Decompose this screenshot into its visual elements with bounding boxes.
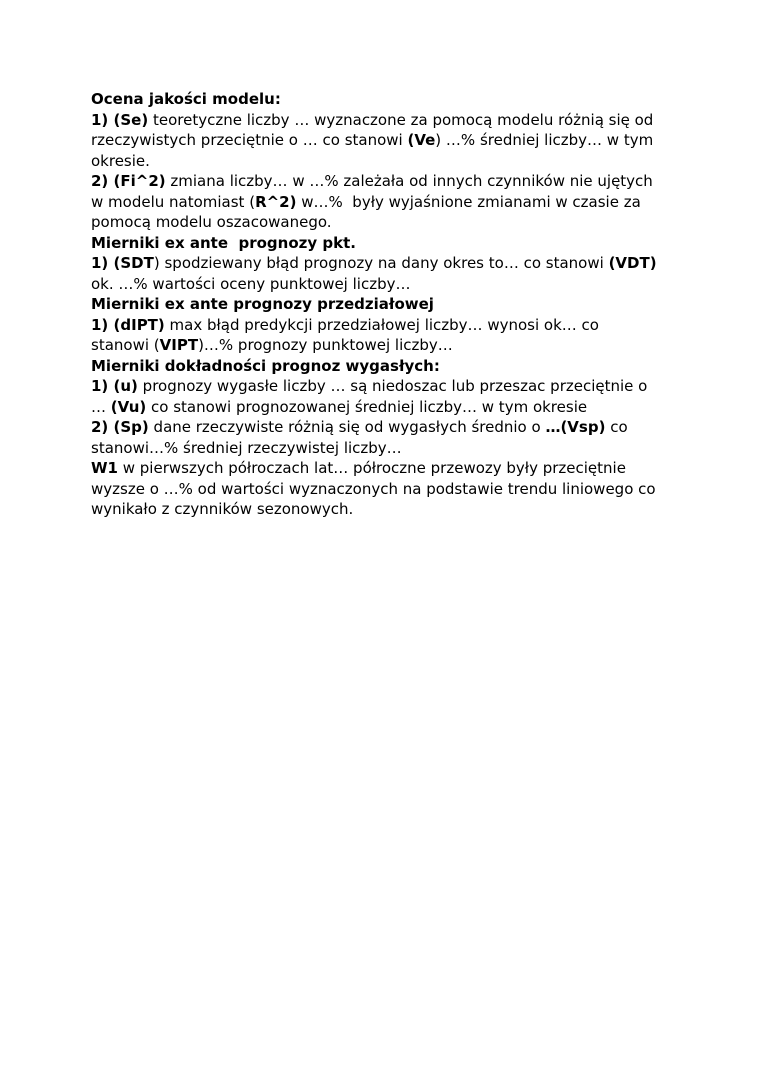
bold-text-segment: …(Vsp): [545, 418, 606, 436]
text-line: [91, 397, 681, 418]
text-line: [91, 294, 681, 315]
text-line: [91, 171, 681, 192]
text-segment: stanowi (: [91, 336, 160, 354]
text-line: [91, 356, 681, 377]
text-segment: )…% prognozy punktowej liczby…: [198, 336, 453, 354]
bold-text-segment: 2) (Fi^2): [91, 172, 166, 190]
text-line: [91, 438, 681, 459]
text-segment: dane rzeczywiste różnią się od wygasłych średnio o: [148, 418, 546, 436]
bold-text-segment: VIPT: [159, 336, 199, 354]
bold-text-segment: 1) (u): [91, 377, 138, 395]
text-line: [91, 212, 681, 233]
text-line: [91, 130, 681, 151]
text-segment: co stanowi prognozowanej średniej liczby… w tym okresie: [146, 397, 588, 416]
bold-text-segment: 2) (Sp): [91, 418, 149, 436]
text-segment: rzeczywistych przeciętnie o … co stanowi: [91, 131, 408, 149]
text-line: [91, 315, 681, 336]
text-line: [91, 253, 681, 274]
text-line: [91, 376, 681, 397]
bold-text-segment: R^2): [255, 192, 297, 211]
text-segment: okresie.: [91, 151, 150, 170]
text-line: [91, 233, 681, 254]
bold-text-segment: (VDT): [608, 254, 657, 272]
bold-text-segment: Ocena jakości modelu:: [91, 90, 281, 108]
document-body: [91, 89, 681, 520]
text-segment: …: [91, 397, 111, 416]
bold-text-segment: (Ve: [407, 131, 436, 149]
text-segment: pomocą modelu oszacowanego.: [91, 213, 332, 231]
text-line: [91, 89, 681, 110]
text-line: [91, 110, 681, 131]
text-line: [91, 458, 681, 479]
text-segment: wynikało z czynników sezonowych.: [91, 500, 354, 518]
text-segment: stanowi…% średniej rzeczywistej liczby…: [91, 438, 402, 457]
text-line: [91, 274, 681, 295]
bold-text-segment: Mierniki dokładności prognoz wygasłych:: [91, 356, 440, 375]
text-segment: wyzsze o …% od wartości wyznaczonych na podstawie trendu liniowego co: [91, 479, 656, 498]
text-line: [91, 335, 681, 356]
bold-text-segment: 1) (dIPT): [91, 315, 165, 334]
text-line: [91, 192, 681, 213]
text-segment: zmiana liczby… w …% zależała od innych czynników nie ujętych: [165, 172, 653, 190]
bold-text-segment: (Vu): [110, 397, 147, 416]
text-segment: teoretyczne liczby … wyznaczone za pomocą modelu różnią się od: [148, 110, 654, 129]
text-segment: co: [605, 418, 628, 436]
bold-text-segment: Mierniki ex ante prognozy pkt.: [91, 233, 356, 252]
bold-text-segment: Mierniki ex ante prognozy przedziałowej: [91, 295, 434, 313]
bold-text-segment: 1) (SDT: [91, 254, 154, 272]
text-segment: w modelu natomiast (: [91, 192, 256, 211]
text-segment: ) spodziewany błąd prognozy na dany okres to… co stanowi: [153, 254, 609, 272]
text-line: [91, 417, 681, 438]
text-line: [91, 479, 681, 500]
text-segment: ) …% średniej liczby… w tym: [435, 131, 654, 149]
bold-text-segment: 1) (Se): [91, 110, 149, 129]
text-segment: w…% były wyjaśnione zmianami w czasie za: [296, 192, 641, 211]
text-segment: w pierwszych półroczach lat… półroczne przewozy były przeciętnie: [117, 459, 626, 477]
text-line: [91, 151, 681, 172]
text-segment: ok. …% wartości oceny punktowej liczby…: [91, 274, 411, 293]
text-segment: prognozy wygasłe liczby … są niedoszac lub przeszac przeciętnie o: [137, 377, 648, 395]
text-line: [91, 499, 681, 520]
bold-text-segment: W1: [91, 459, 118, 477]
text-segment: max błąd predykcji przedziałowej liczby… wynosi ok… co: [164, 315, 599, 334]
